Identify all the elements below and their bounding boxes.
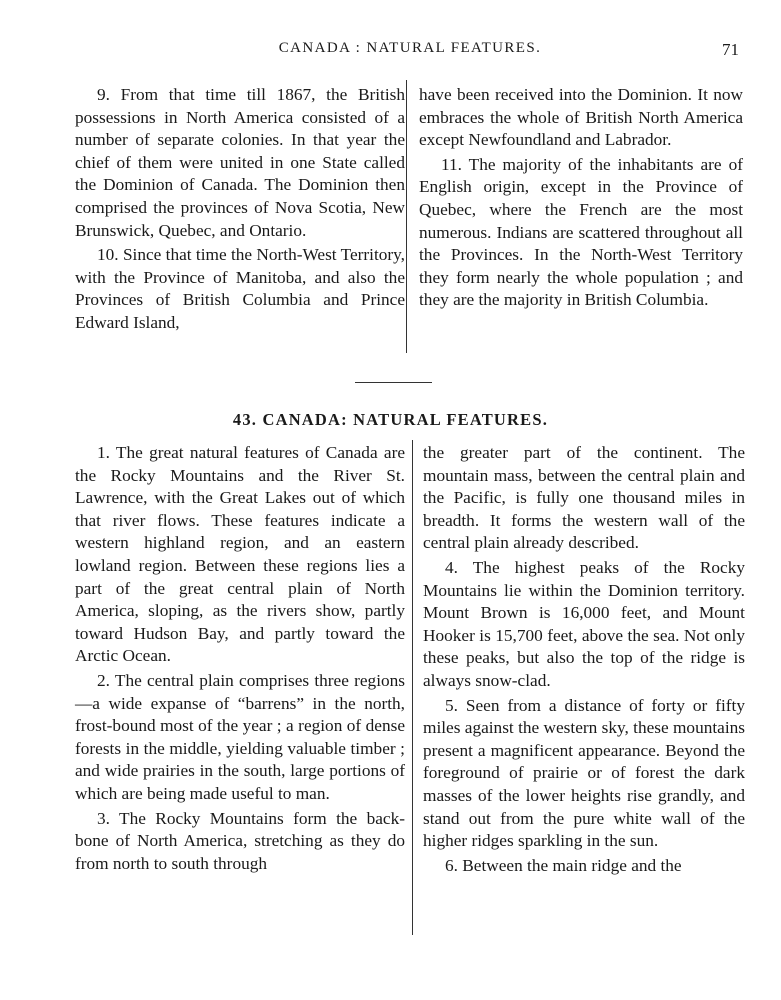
paragraph-2: 2. The central plain comprises three regions—a wide expanse of “barrens” in the north, frost-bound most of the year ; a region of dense forests in the middle, yielding valuable timber ; and wide prairies in the south, large portions of which are being made useful to man.	[75, 670, 405, 803]
section-left-column	[75, 442, 405, 875]
section-divider-rule	[355, 382, 432, 383]
top-right-column	[419, 84, 743, 312]
paragraph-6: 6. Between the main ridge and the	[445, 855, 682, 875]
paragraph-5: 5. Seen from a distance of forty or fifty miles against the western sky, these mountains present a magnificent appearance. Beyond the foreground of prairie or of forest the dark masses of the lower heights rise grandly, and stand out from the pure white wall of the higher ridges sparkling in the sun.	[423, 695, 745, 851]
section-heading: 43. CANADA: NATURAL FEATURES.	[232, 410, 549, 429]
section-right-column	[423, 442, 745, 877]
paragraph-1: 1. The great natural features of Canada are the Rocky Mountains and the River St. Lawrence, with the Great Lakes out of which that river flows. These features indicate a western highland region, and an eastern lowland region. Between these regions lies a part of the great central plain of North America, sloping, as the rivers show, partly toward Hudson Bay, and partly toward the Arctic Ocean.	[75, 443, 405, 666]
paragraph-3-continued: the greater part of the continent. The mountain mass, between the central plain and the Pacific, is fully one thousand miles in breadth. It forms the western wall of the central plain already described.	[423, 443, 745, 553]
running-head	[0, 40, 781, 64]
top-column-divider	[406, 80, 407, 353]
paragraph-10-continued: have been received into the Dominion. It now embraces the whole of British North America except Newfoundland and Labrador.	[419, 85, 743, 150]
running-title: CANADA : NATURAL FEATURES.	[278, 40, 542, 56]
paragraph-3: 3. The Rocky Mountains form the back-bone of North America, stretching as they do from north to south through	[75, 808, 405, 873]
page-number: 71	[722, 40, 739, 59]
section-column-divider	[412, 440, 413, 935]
top-left-column	[75, 84, 405, 335]
paragraph-10: 10. Since that time the North-West Territory, with the Province of Manitoba, and also the Provinces of British Columbia and Prince Edward Island,	[75, 245, 405, 332]
paragraph-9: 9. From that time till 1867, the British possessions in North America consisted of a number of separate colonies. In that year the chief of them were united in one State called the Dominion of Canada. The Dominion then comprised the provinces of Nova Scotia, New Brunswick, Quebec, and Ontario.	[75, 85, 405, 240]
paragraph-4: 4. The highest peaks of the Rocky Mountains lie within the Dominion territory. Mount Brown is 16,000 feet, and Mount Hooker is 15,700 feet, above the sea. Not only these peaks, but also the top of the ridge is always snow-clad.	[423, 557, 745, 690]
paragraph-11: 11. The majority of the inhabitants are of English origin, except in the Province of Quebec, where the French are the most numerous. Indians are scattered throughout all the Provinces. In the North-West Territory they form nearly the whole population ; and they are the majority in British Columbia.	[419, 154, 743, 310]
